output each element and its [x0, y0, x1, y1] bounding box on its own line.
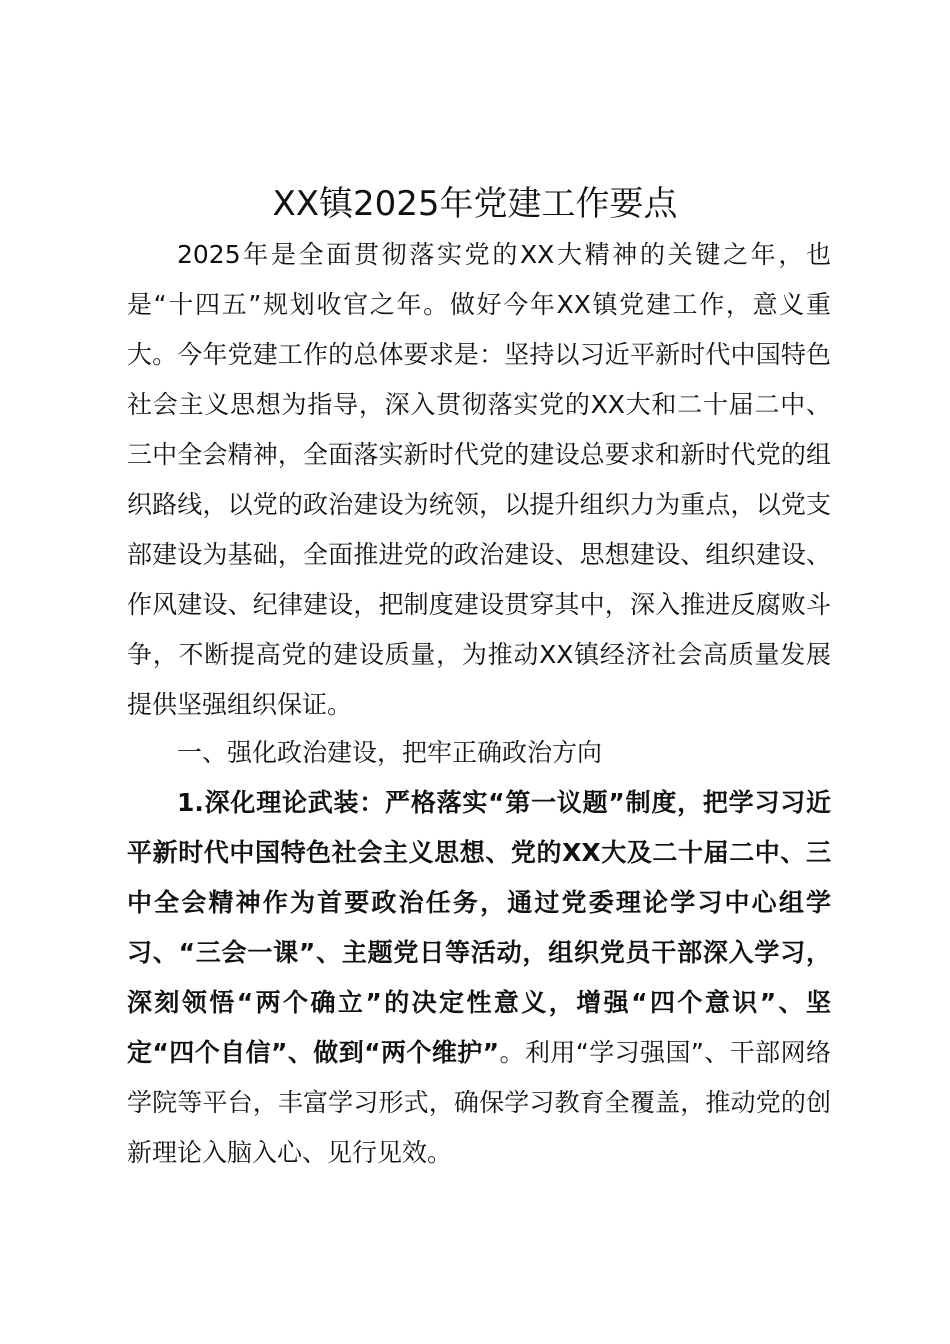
item-paragraph — [127, 778, 831, 1178]
item-regular-text: 。利用“学习强国”、干部网络学院等平台，丰富学习形式，确保学习教育全覆盖，推动党的创新理论入脑入心、见行见效。 — [127, 1038, 831, 1167]
document-title: XX镇2025年党建工作要点 — [272, 184, 678, 224]
section-heading: 一、强化政治建设，把牢正确政治方向 — [177, 738, 603, 767]
intro-paragraph: 2025年是全面贯彻落实党的XX大精神的关键之年，也是“十四五”规划收官之年。做好今年XX镇党建工作，意义重大。今年党建工作的总体要求是：坚持以习近平新时代中国特色社会主义思想为指导，深入贯彻落实党的XX大和二十届二中、三中全会精神，全面落实新时代党的建设总要求和新时代党的组织路线，以党的政治建设为统领，以提升组织力为重点，以党支部建设为基础，全面推进党的政治建设、思想建设、组织建设、作风建设、纪律建设，把制度建设贯穿其中，深入推进反腐败斗争，不断提高党的建设质量，为推动XX镇经济社会高质量发展提供坚强组织保证。 — [127, 240, 831, 719]
item-bold-text: 1.深化理论武装：严格落实“第一议题”制度，把学习习近平新时代中国特色社会主义思想、党的XX大及二十届二中、三中全会精神作为首要政治任务，通过党委理论学习中心组学习、“三会一课”、主题党日等活动，组织党员干部深入学习，深刻领悟“两个确立”的决定性意义，增强“四个意识”、坚定“四个自信”、做到“两个维护” — [127, 788, 831, 1067]
